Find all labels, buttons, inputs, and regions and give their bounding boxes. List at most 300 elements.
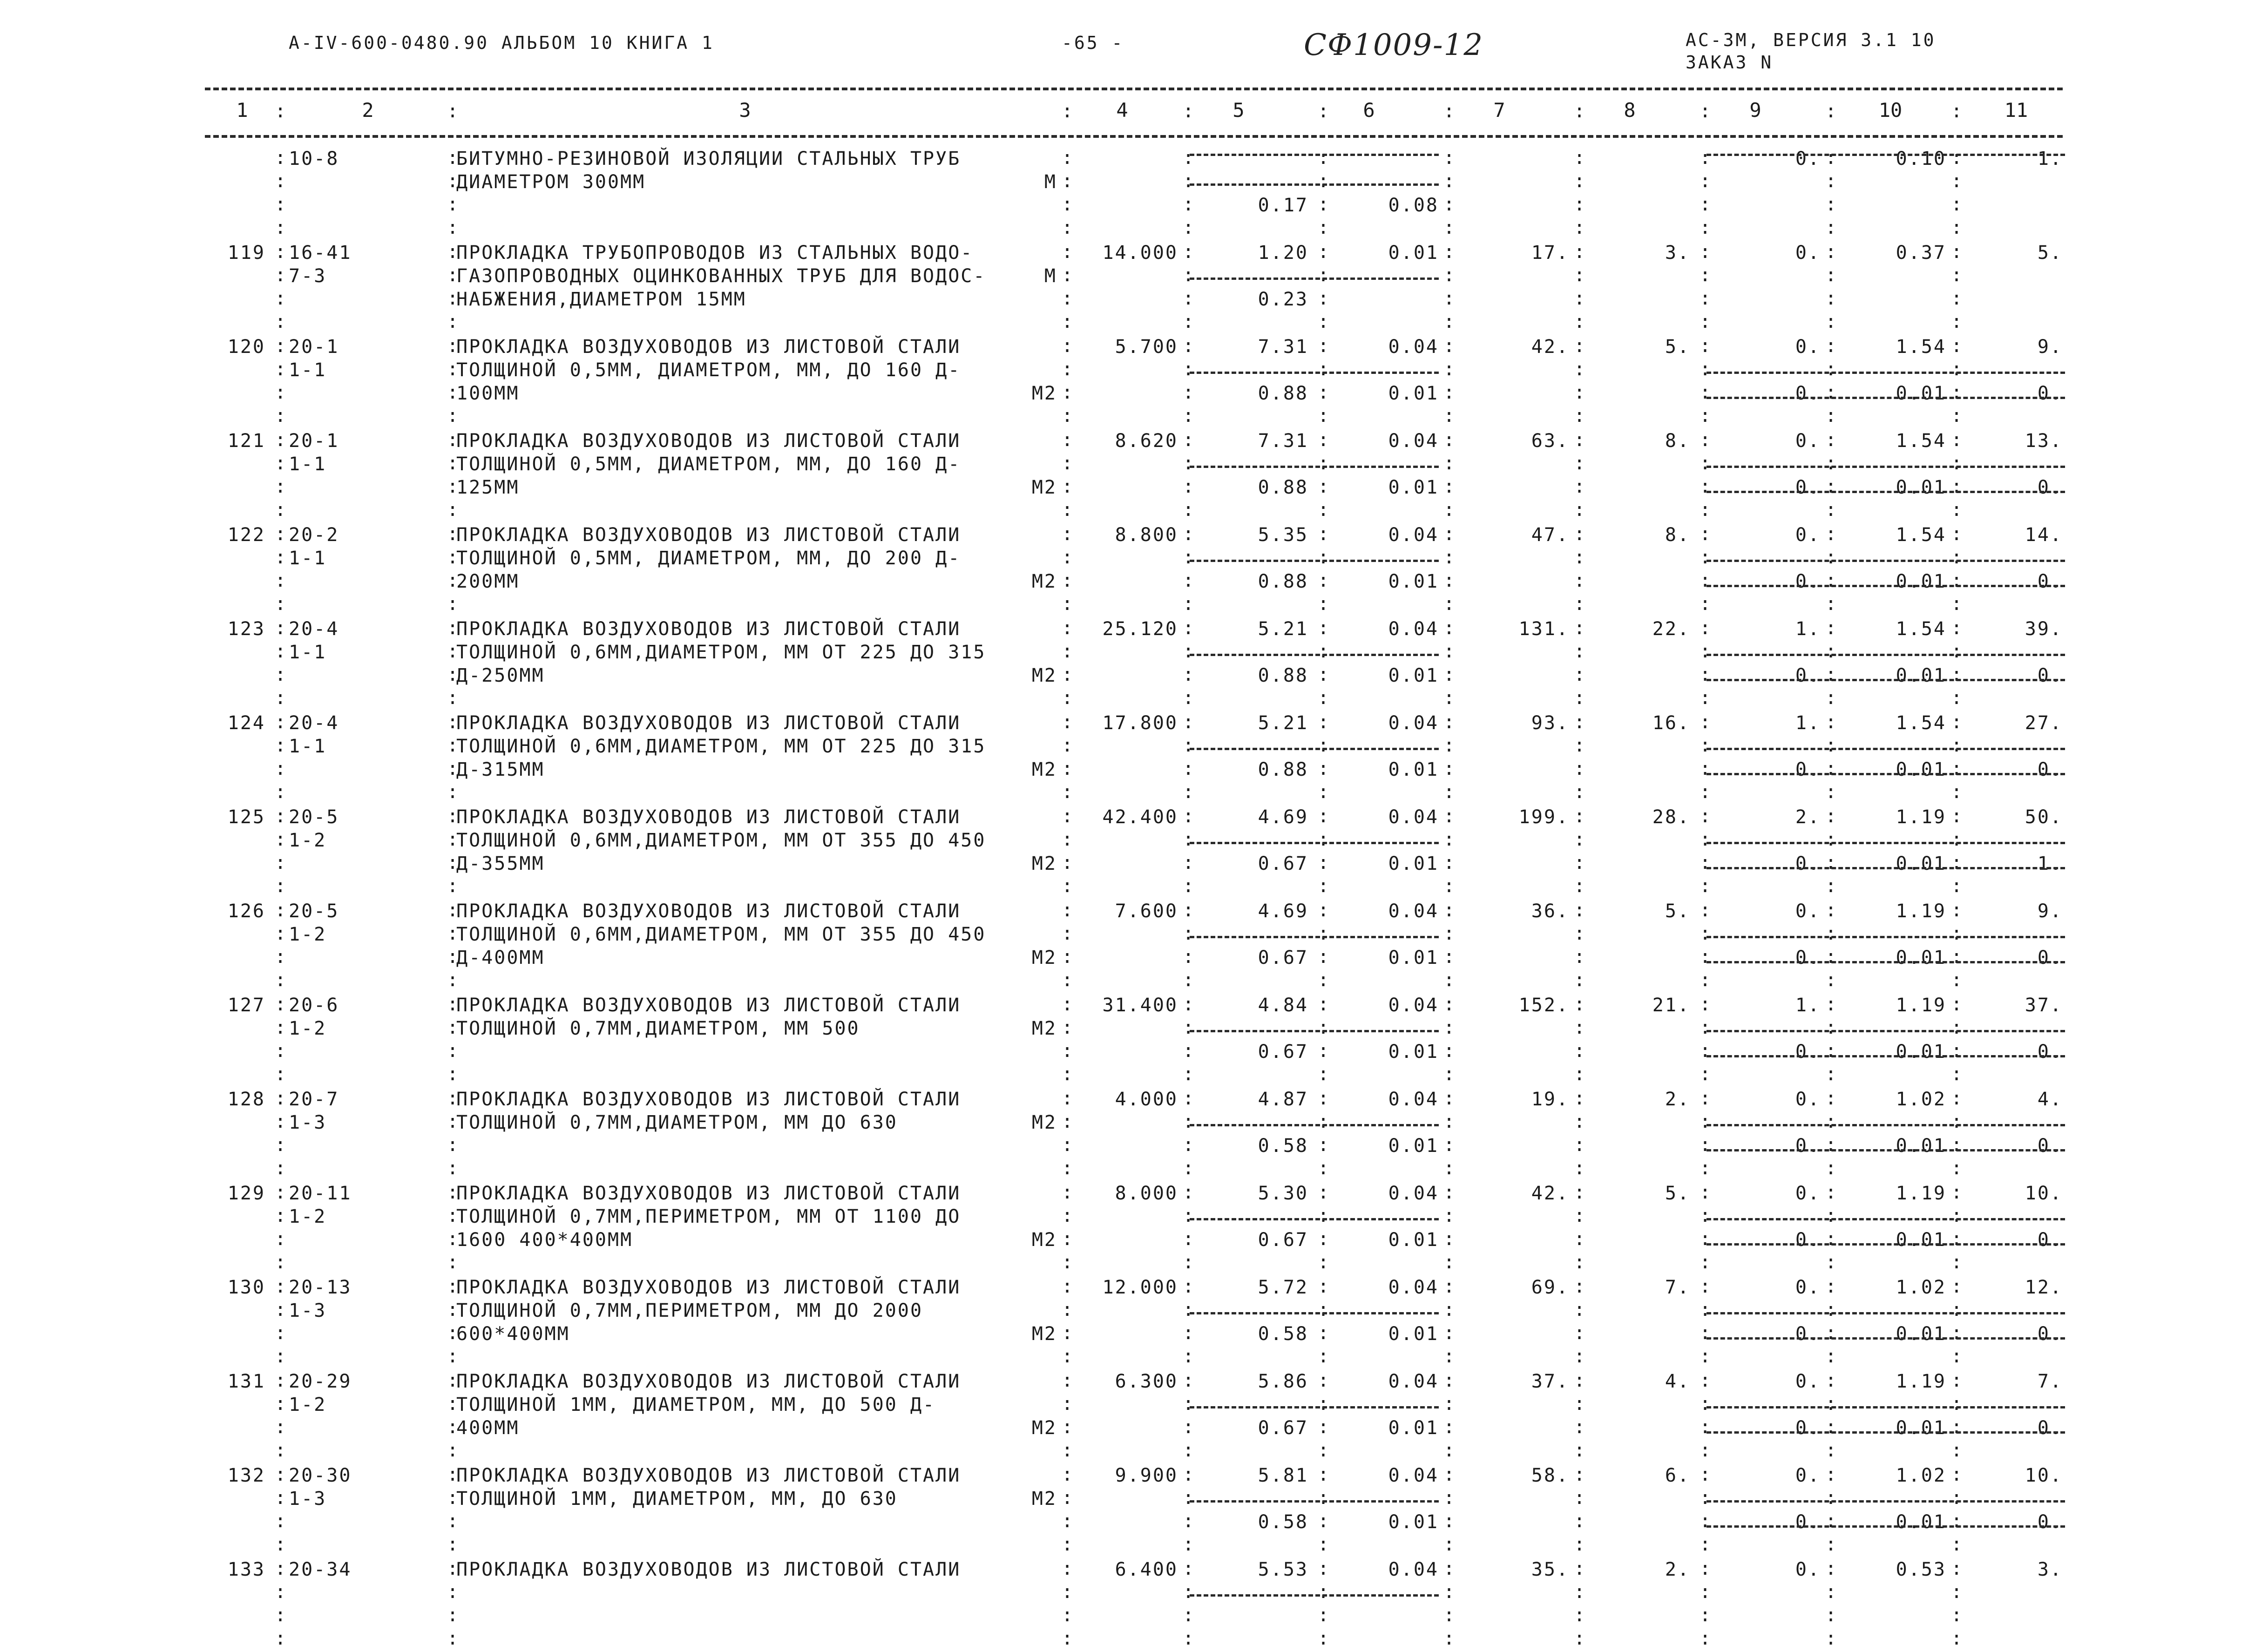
field-separator: : xyxy=(1825,1205,1837,1226)
field-separator: : xyxy=(1574,1063,1585,1085)
field-separator: : xyxy=(1062,617,1073,639)
col7-value: 37. xyxy=(1531,1371,1569,1392)
field-separator: : xyxy=(1574,476,1585,497)
field-separator: : xyxy=(1318,711,1329,733)
row-number: 129 xyxy=(227,1183,265,1204)
column-header-5: 5 xyxy=(1232,99,1245,122)
col7-value: 93. xyxy=(1531,712,1569,734)
field-separator: : xyxy=(1062,1228,1073,1250)
field-separator: : xyxy=(447,641,459,662)
field-separator: : xyxy=(1825,875,1837,897)
field-separator: : xyxy=(1825,547,1837,568)
field-separator: : xyxy=(1318,1581,1329,1603)
table-row xyxy=(0,241,2255,335)
unit-of-measure: М2 xyxy=(1031,665,1057,686)
cell-rule xyxy=(1706,1055,2065,1057)
col11-secondary: 0. xyxy=(2037,383,2063,404)
field-separator: : xyxy=(1443,1252,1455,1273)
row-number: 119 xyxy=(227,242,265,264)
col5-value: 4.69 xyxy=(1258,806,1308,828)
quantity: 6.400 xyxy=(1115,1559,1178,1580)
field-separator: : xyxy=(1183,1558,1194,1579)
field-separator: : xyxy=(447,1111,459,1132)
cell-rule xyxy=(1706,654,2065,656)
field-separator: : xyxy=(1951,1416,1963,1438)
field-separator: : xyxy=(1318,1416,1329,1438)
field-separator: : xyxy=(1318,923,1329,944)
col7-value: 63. xyxy=(1531,430,1569,452)
field-separator: : xyxy=(1574,1158,1585,1179)
norm-code: 20-1 xyxy=(289,430,339,452)
norm-code: 20-5 xyxy=(289,900,339,922)
field-separator: : xyxy=(1183,1605,1194,1626)
field-separator: : xyxy=(1183,1464,1194,1485)
field-separator: : xyxy=(1951,593,1963,615)
field-separator: : xyxy=(447,1228,459,1250)
field-separator: : xyxy=(1574,875,1585,897)
col10-value: 1.19 xyxy=(1896,1371,1946,1392)
col10-secondary: 0.01 xyxy=(1896,571,1946,592)
field-separator: : xyxy=(1062,781,1073,803)
field-separator: : xyxy=(1062,1134,1073,1156)
field-separator: : xyxy=(1574,523,1585,545)
field-separator: : xyxy=(1700,1440,1711,1461)
field-separator: : xyxy=(1183,1416,1194,1438)
col9-value: 0. xyxy=(1795,1465,1821,1486)
col11-secondary: 0. xyxy=(2037,571,2063,592)
field-separator: : xyxy=(1062,1346,1073,1367)
description-line-2: ТОЛЩИНОЙ 0,7ММ,ДИАМЕТРОМ, ММ 500 xyxy=(456,1018,860,1039)
field-separator: : xyxy=(1443,994,1455,1015)
col9-value: 0. xyxy=(1795,1371,1821,1392)
field-separator: : xyxy=(275,664,286,685)
field-separator: : xyxy=(1700,1088,1711,1109)
field-separator: : xyxy=(1700,1111,1711,1132)
field-separator: : xyxy=(1318,1228,1329,1250)
col10-secondary: 0.01 xyxy=(1896,1417,1946,1439)
col5-secondary: 0.88 xyxy=(1258,383,1308,404)
field-separator: : xyxy=(1951,1252,1963,1273)
col9-secondary: 0. xyxy=(1795,383,1821,404)
field-separator: : xyxy=(1062,1440,1073,1461)
cell-rule xyxy=(1706,154,2065,156)
col5-secondary: 0.67 xyxy=(1258,947,1308,968)
field-separator: : xyxy=(1700,405,1711,427)
field-separator: : xyxy=(1318,1158,1329,1179)
field-separator: : xyxy=(1318,335,1329,357)
col7-value: 42. xyxy=(1531,336,1569,358)
col5-value: 7.31 xyxy=(1258,430,1308,452)
col6-value: 0.04 xyxy=(1388,1089,1439,1110)
field-separator: : xyxy=(1318,288,1329,309)
field-separator: : xyxy=(1183,829,1194,850)
field-separator: : xyxy=(275,547,286,568)
field-separator: : xyxy=(447,523,459,545)
unit-of-measure: М xyxy=(1044,171,1057,193)
field-separator: : xyxy=(275,735,286,756)
field-separator: : xyxy=(1443,499,1455,521)
field-separator: : xyxy=(1443,806,1455,827)
field-separator: : xyxy=(275,1393,286,1415)
field-separator: : xyxy=(1443,1464,1455,1485)
field-separator: : xyxy=(1183,405,1194,427)
field-separator: : xyxy=(275,969,286,991)
header-rule xyxy=(205,135,2063,138)
field-separator: : xyxy=(275,429,286,451)
col5-secondary: 0.67 xyxy=(1258,1417,1308,1439)
col5-secondary: 0.67 xyxy=(1258,1229,1308,1251)
field-separator: : xyxy=(1951,687,1963,709)
field-separator: : xyxy=(1951,829,1963,850)
field-separator: : xyxy=(1183,1040,1194,1062)
col11-secondary: 0. xyxy=(2037,1229,2063,1251)
field-separator: : xyxy=(1062,335,1073,357)
col5-value: 5.35 xyxy=(1258,524,1308,546)
field-separator: : xyxy=(275,1581,286,1603)
row-number: 130 xyxy=(227,1277,265,1298)
field-separator: : xyxy=(1318,1134,1329,1156)
field-separator: : xyxy=(1443,1040,1455,1062)
field-separator: : xyxy=(1318,1040,1329,1062)
field-separator: : xyxy=(1825,311,1837,332)
field-separator: : xyxy=(1574,711,1585,733)
field-separator: : xyxy=(275,288,286,309)
row-number: 127 xyxy=(227,995,265,1016)
col6-value: 0.04 xyxy=(1388,900,1439,922)
col7-value: 36. xyxy=(1531,900,1569,922)
cell-rule xyxy=(1190,1218,1439,1220)
description-line-2: ТОЛЩИНОЙ 1ММ, ДИАМЕТРОМ, ММ, ДО 500 Д- xyxy=(456,1394,936,1415)
field-separator: : xyxy=(1951,1464,1963,1485)
cell-rule xyxy=(1706,1243,2065,1246)
col5-value: 1.20 xyxy=(1258,242,1308,264)
col6-secondary: 0.01 xyxy=(1388,1417,1439,1439)
field-separator: : xyxy=(275,241,286,263)
field-separator: : xyxy=(1062,1063,1073,1085)
field-separator: : xyxy=(1700,1628,1711,1649)
quantity: 5.700 xyxy=(1115,336,1178,358)
field-separator: : xyxy=(1700,1158,1711,1179)
unit-of-measure: М xyxy=(1044,265,1057,287)
field-separator: : xyxy=(1318,170,1329,192)
field-separator: : xyxy=(275,147,286,169)
field-separator: : xyxy=(1951,217,1963,238)
col7-value: 131. xyxy=(1518,618,1569,640)
field-separator: : xyxy=(275,1111,286,1132)
norm-code: 20-1 xyxy=(289,336,339,358)
field-separator: : xyxy=(1574,1558,1585,1579)
field-separator: : xyxy=(1443,147,1455,169)
field-separator: : xyxy=(1318,664,1329,685)
col10-value: 1.02 xyxy=(1896,1465,1946,1486)
table-row xyxy=(0,1182,2255,1276)
field-separator: : xyxy=(1700,1017,1711,1038)
col9-value: 0. xyxy=(1795,1089,1821,1110)
field-separator: : xyxy=(1443,923,1455,944)
column-header-4: 4 xyxy=(1116,99,1128,122)
description-line-1: ПРОКЛАДКА ВОЗДУХОВОДОВ ИЗ ЛИСТОВОЙ СТАЛИ xyxy=(456,995,961,1016)
field-separator: : xyxy=(1443,547,1455,568)
field-separator: : xyxy=(447,617,459,639)
col6-secondary: 0.01 xyxy=(1388,571,1439,592)
row-number: 125 xyxy=(227,806,265,828)
col9-value: 0. xyxy=(1795,1183,1821,1204)
unit-of-measure: М2 xyxy=(1031,571,1057,592)
field-separator: : xyxy=(275,1205,286,1226)
field-separator: : xyxy=(447,1440,459,1461)
field-separator: : xyxy=(1318,1440,1329,1461)
field-separator: : xyxy=(447,1040,459,1062)
col10-secondary: 0.01 xyxy=(1896,947,1946,968)
field-separator: : xyxy=(1951,1040,1963,1062)
field-separator: : xyxy=(1443,593,1455,615)
col5-value: 4.69 xyxy=(1258,900,1308,922)
field-separator: : xyxy=(1062,711,1073,733)
field-separator: : xyxy=(1700,1510,1711,1532)
field-separator: : xyxy=(1183,806,1194,827)
description-line-2: ТОЛЩИНОЙ 0,7ММ,ПЕРИМЕТРОМ, ММ ДО 2000 xyxy=(456,1300,923,1321)
field-separator: : xyxy=(1183,1370,1194,1391)
description-line-2: ГАЗОПРОВОДНЫХ ОЦИНКОВАННЫХ ТРУБ ДЛЯ ВОДОС- xyxy=(456,265,986,287)
field-separator: : xyxy=(1574,1393,1585,1415)
field-separator: : xyxy=(447,429,459,451)
norm-subcode: 1-1 xyxy=(289,359,327,381)
quantity: 17.800 xyxy=(1102,712,1178,734)
field-separator: : xyxy=(1700,547,1711,568)
field-separator: : xyxy=(1318,217,1329,238)
field-separator: : xyxy=(1825,1416,1837,1438)
field-separator: : xyxy=(1700,499,1711,521)
col9-secondary: 0. xyxy=(1795,1417,1821,1439)
field-separator: : xyxy=(1825,1017,1837,1038)
field-separator: : xyxy=(1318,1370,1329,1391)
description-line-1: ПРОКЛАДКА ВОЗДУХОВОДОВ ИЗ ЛИСТОВОЙ СТАЛИ xyxy=(456,712,961,734)
col6-value: 0.04 xyxy=(1388,618,1439,640)
col6-secondary: 0.01 xyxy=(1388,477,1439,498)
field-separator: : xyxy=(1318,875,1329,897)
col9-value: 1. xyxy=(1795,618,1821,640)
column-header-2: 2 xyxy=(362,99,374,122)
field-separator: : xyxy=(447,1510,459,1532)
field-separator: : xyxy=(1825,758,1837,779)
col11-value: 9. xyxy=(2037,336,2063,358)
col11-secondary: 0. xyxy=(2037,477,2063,498)
field-separator: : xyxy=(1574,1322,1585,1344)
field-separator: : xyxy=(1183,1534,1194,1555)
cell-rule xyxy=(1706,466,2065,468)
field-separator: : xyxy=(1825,806,1837,827)
field-separator: : xyxy=(275,1088,286,1109)
field-separator: : xyxy=(1700,523,1711,545)
field-separator: : xyxy=(1443,900,1455,921)
column-header-1: 1 xyxy=(236,99,248,122)
field-separator: : xyxy=(1574,570,1585,591)
col8-value: 4. xyxy=(1665,1371,1690,1392)
field-separator: : xyxy=(1062,1182,1073,1203)
column-separator: : xyxy=(1318,101,1329,122)
unit-of-measure: М2 xyxy=(1031,1112,1057,1133)
field-separator: : xyxy=(1574,147,1585,169)
field-separator: : xyxy=(1574,1017,1585,1038)
col6-value: 0.04 xyxy=(1388,995,1439,1016)
field-separator: : xyxy=(1700,735,1711,756)
field-separator: : xyxy=(1825,476,1837,497)
field-separator: : xyxy=(1183,1228,1194,1250)
field-separator: : xyxy=(1318,900,1329,921)
field-separator: : xyxy=(1700,617,1711,639)
field-separator: : xyxy=(1700,711,1711,733)
field-separator: : xyxy=(1183,664,1194,685)
norm-subcode: 1-3 xyxy=(289,1300,327,1321)
cell-rule xyxy=(1706,1406,2065,1408)
field-separator: : xyxy=(1574,453,1585,474)
col6-value: 0.04 xyxy=(1388,430,1439,452)
field-separator: : xyxy=(1825,1322,1837,1344)
quantity: 8.620 xyxy=(1115,430,1178,452)
col10-value: 0.53 xyxy=(1896,1559,1946,1580)
description-line-1: БИТУМНО-РЕЗИНОВОЙ ИЗОЛЯЦИИ СТАЛЬНЫХ ТРУБ xyxy=(456,148,961,169)
col9-secondary: 0. xyxy=(1795,477,1821,498)
field-separator: : xyxy=(1183,1252,1194,1273)
field-separator: : xyxy=(1443,1581,1455,1603)
field-separator: : xyxy=(1825,499,1837,521)
description-line-2: ТОЛЩИНОЙ 0,5ММ, ДИАМЕТРОМ, ММ, ДО 200 Д- xyxy=(456,548,961,569)
field-separator: : xyxy=(1443,1299,1455,1320)
field-separator: : xyxy=(1700,1063,1711,1085)
field-separator: : xyxy=(1825,523,1837,545)
field-separator: : xyxy=(447,217,459,238)
col11-value: 39. xyxy=(2025,618,2063,640)
field-separator: : xyxy=(1951,617,1963,639)
description-line-2: ТОЛЩИНОЙ 0,6ММ,ДИАМЕТРОМ, ММ ОТ 225 ДО 315 xyxy=(456,642,986,663)
row-number: 128 xyxy=(227,1089,265,1110)
field-separator: : xyxy=(1825,994,1837,1015)
field-separator: : xyxy=(275,1017,286,1038)
col10-value: 1.02 xyxy=(1896,1277,1946,1298)
field-separator: : xyxy=(1951,359,1963,380)
row-number: 133 xyxy=(227,1559,265,1580)
col6-secondary: 0.01 xyxy=(1388,1135,1439,1157)
field-separator: : xyxy=(1443,1370,1455,1391)
field-separator: : xyxy=(1062,994,1073,1015)
col9-value: 1. xyxy=(1795,995,1821,1016)
field-separator: : xyxy=(1318,1510,1329,1532)
field-separator: : xyxy=(447,875,459,897)
field-separator: : xyxy=(447,1464,459,1485)
col6-secondary: 0.01 xyxy=(1388,853,1439,874)
column-header-9: 9 xyxy=(1749,99,1761,122)
field-separator: : xyxy=(1318,1205,1329,1226)
field-separator: : xyxy=(1443,311,1455,332)
field-separator: : xyxy=(275,875,286,897)
field-separator: : xyxy=(1443,711,1455,733)
field-separator: : xyxy=(275,711,286,733)
field-separator: : xyxy=(1062,1088,1073,1109)
unit-of-measure: М2 xyxy=(1031,853,1057,874)
table-row xyxy=(0,1464,2255,1558)
cell-rule xyxy=(1190,842,1439,844)
field-separator: : xyxy=(447,1605,459,1626)
field-separator: : xyxy=(1318,547,1329,568)
col10-secondary: 0.01 xyxy=(1896,759,1946,780)
field-separator: : xyxy=(1825,1252,1837,1273)
field-separator: : xyxy=(1825,1558,1837,1579)
description-line-2: ТОЛЩИНОЙ 0,7ММ,ДИАМЕТРОМ, ММ ДО 630 xyxy=(456,1112,898,1133)
field-separator: : xyxy=(1951,641,1963,662)
field-separator: : xyxy=(1318,641,1329,662)
field-separator: : xyxy=(447,405,459,427)
field-separator: : xyxy=(275,1510,286,1532)
field-separator: : xyxy=(1700,311,1711,332)
field-separator: : xyxy=(1700,194,1711,215)
field-separator: : xyxy=(1443,735,1455,756)
col9-value: 2. xyxy=(1795,806,1821,828)
field-separator: : xyxy=(1951,1182,1963,1203)
field-separator: : xyxy=(1700,1370,1711,1391)
row-number: 121 xyxy=(227,430,265,452)
norm-subcode: 1-2 xyxy=(289,1018,327,1039)
field-separator: : xyxy=(1318,758,1329,779)
norm-subcode: 1-3 xyxy=(289,1488,327,1510)
field-separator: : xyxy=(1700,1252,1711,1273)
description-line-3: 400ММ xyxy=(456,1417,520,1439)
description-line-2: ТОЛЩИНОЙ 0,5ММ, ДИАМЕТРОМ, ММ, ДО 160 Д- xyxy=(456,359,961,381)
field-separator: : xyxy=(1318,359,1329,380)
field-separator: : xyxy=(1062,1558,1073,1579)
col9-secondary: 0. xyxy=(1795,1041,1821,1063)
field-separator: : xyxy=(1443,335,1455,357)
field-separator: : xyxy=(1183,1322,1194,1344)
col6-secondary: 0.01 xyxy=(1388,1511,1439,1533)
col11-secondary: 0. xyxy=(2037,1323,2063,1345)
field-separator: : xyxy=(1574,429,1585,451)
field-separator: : xyxy=(447,1134,459,1156)
field-separator: : xyxy=(1318,1252,1329,1273)
field-separator: : xyxy=(1062,170,1073,192)
field-separator: : xyxy=(1825,1228,1837,1250)
field-separator: : xyxy=(1062,1464,1073,1485)
col8-value: 28. xyxy=(1652,806,1690,828)
col11-secondary: 1. xyxy=(2037,853,2063,874)
col6-secondary: 0.01 xyxy=(1388,1229,1439,1251)
col10-value: 1.54 xyxy=(1896,430,1946,452)
table-row xyxy=(0,429,2255,523)
cell-rule xyxy=(1190,1030,1439,1032)
field-separator: : xyxy=(1443,664,1455,685)
col5-value: 5.86 xyxy=(1258,1371,1308,1392)
column-separator: : xyxy=(1574,101,1585,122)
field-separator: : xyxy=(1951,946,1963,968)
col9-value: 0. xyxy=(1795,430,1821,452)
field-separator: : xyxy=(1574,1510,1585,1532)
table-row xyxy=(0,1370,2255,1464)
cell-rule xyxy=(1190,560,1439,562)
col9-value: 0. xyxy=(1795,336,1821,358)
field-separator: : xyxy=(1318,1063,1329,1085)
field-separator: : xyxy=(1700,1040,1711,1062)
field-separator: : xyxy=(1062,735,1073,756)
col5-secondary: 0.58 xyxy=(1258,1323,1308,1345)
field-separator: : xyxy=(1183,1205,1194,1226)
field-separator: : xyxy=(1062,453,1073,474)
field-separator: : xyxy=(275,1276,286,1297)
field-separator: : xyxy=(1700,1558,1711,1579)
field-separator: : xyxy=(1825,264,1837,286)
column-separator: : xyxy=(1700,101,1711,122)
col9-value: 1. xyxy=(1795,712,1821,734)
field-separator: : xyxy=(447,781,459,803)
col5-value: 5.81 xyxy=(1258,1465,1308,1486)
